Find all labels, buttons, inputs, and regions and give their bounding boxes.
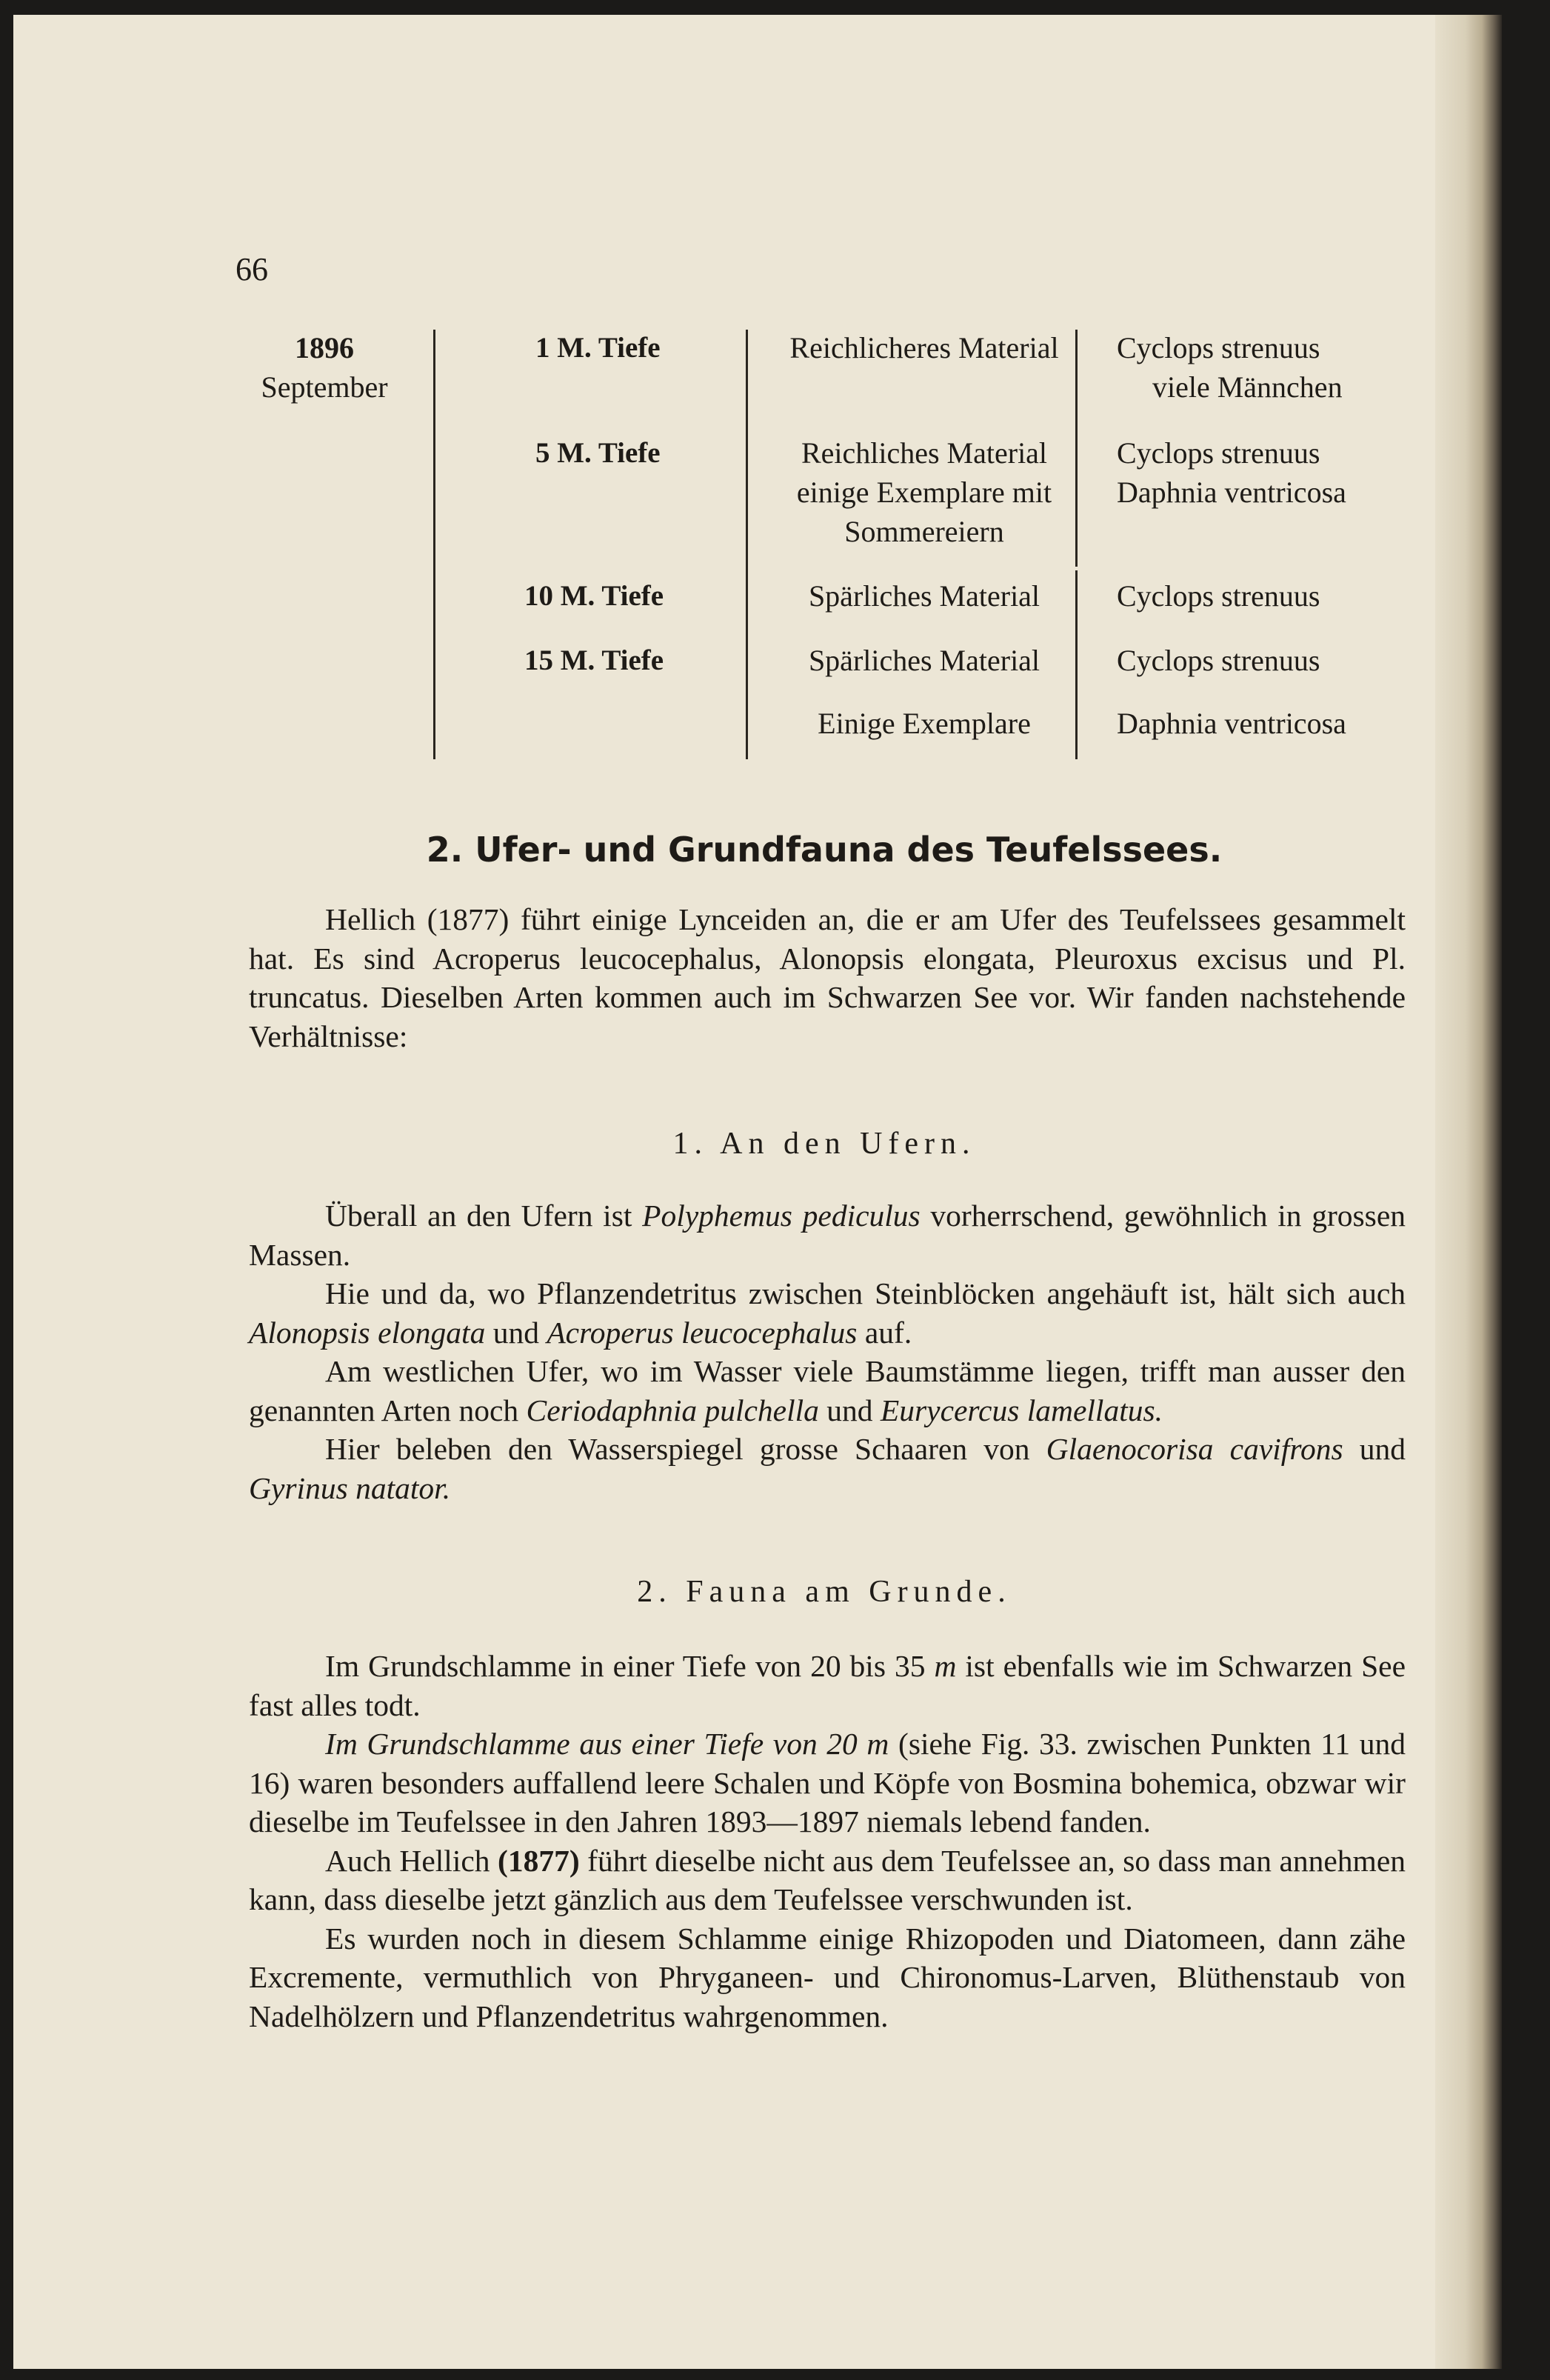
row-4-material-line-1: Spärliches Material — [808, 644, 1040, 677]
row-3-depth: 10 M. Tiefe — [524, 580, 664, 612]
s1p1-text-b: vorherrschend, gewöhnlich in grossen Massen. — [249, 1199, 1406, 1272]
row-5-species-line-1: Daphnia ventricosa — [1117, 707, 1346, 740]
s2p2-text: (siehe Fig. 33. zwischen Punkten 11 und 16) waren besonders auffallend leere Schalen und Köpfe von Bosmina bohemica, obzwar wir dieselbe im Teufelssee in den Jahren 1893—1897 niemals lebend fanden. — [249, 1727, 1406, 1839]
s1p1-species: Polyphemus pediculus — [642, 1199, 921, 1233]
s1p3-text-a: Am westlichen Ufer, wo im Wasser viele Baumstämme liegen, trifft man ausser den genannten Arten noch — [249, 1354, 1406, 1427]
subsection-2-paragraph-1 — [249, 1647, 1406, 1724]
subsection-1-text — [249, 1196, 1406, 1507]
row-1-species-line-1: Cyclops strenuus — [1117, 331, 1320, 364]
row-3-species-line-1: Cyclops strenuus — [1117, 579, 1320, 613]
page-binding-shadow — [1435, 15, 1502, 2369]
table-year-cell — [243, 328, 406, 407]
row-2-material-line-1: Reichliches Material — [801, 436, 1048, 470]
s2p3-text-b: führt dieselbe nicht aus dem Teufelssee an, so dass man annehmen kann, dass dieselbe jetzt gänzlich aus dem Teufelssee verschwunden ist. — [249, 1843, 1406, 1916]
subsection-2-paragraph-3 — [249, 1841, 1406, 1919]
row-4-depth: 15 M. Tiefe — [524, 644, 664, 676]
subsection-1-paragraph-4 — [249, 1430, 1406, 1507]
row-4-species — [1117, 641, 1320, 680]
row-4-material — [761, 641, 1087, 680]
row-2-species — [1117, 433, 1346, 512]
s1p3-species-2: Eurycercus lamellatus. — [880, 1393, 1163, 1427]
table-divider-2 — [746, 330, 748, 759]
row-1-depth: 1 M. Tiefe — [535, 332, 661, 364]
subsection-1-paragraph-2 — [249, 1274, 1406, 1352]
subsection-2-paragraph-2 — [249, 1724, 1406, 1841]
s1p3-text-b: und — [818, 1393, 881, 1427]
s1p2-text-a: Hie und da, wo Pflanzendetritus zwischen Steinblöcken angehäuft ist, hält sich auch — [325, 1276, 1406, 1310]
s1p4-species-2: Gyrinus natator. — [249, 1470, 451, 1505]
page-number: 66 — [235, 251, 268, 287]
row-2-material-line-3: Sommereiern — [844, 515, 1004, 548]
subsection-2-heading: 2. Fauna am Grunde. — [637, 1575, 1012, 1609]
s1p2-species-1: Alonopsis elongata — [249, 1315, 486, 1350]
subsection-1-paragraph-3 — [249, 1352, 1406, 1430]
subsection-1-heading: 1. An den Ufern. — [672, 1127, 976, 1161]
row-5-species — [1117, 704, 1346, 743]
row-1-species-line-2: viele Männchen — [1152, 370, 1343, 404]
row-4-species-line-1: Cyclops strenuus — [1117, 644, 1320, 677]
s1p2-species-2: Acroperus leucocephalus — [547, 1315, 858, 1350]
s2p3-year: (1877) — [498, 1843, 580, 1878]
s1p1-text-a: Überall an den Ufern ist — [325, 1199, 643, 1233]
section-title: 2. Ufer- und Grundfauna des Teufelssees. — [426, 830, 1223, 870]
s2p3-text-a: Auch Hellich — [325, 1843, 498, 1878]
s1p4-species-1: Glaenocorisa cavifrons — [1046, 1432, 1343, 1466]
row-3-material-line-1: Spärliches Material — [808, 579, 1040, 613]
intro-text — [249, 900, 1406, 1056]
row-2-species-line-1: Cyclops strenuus — [1117, 436, 1320, 470]
book-page — [13, 15, 1502, 2369]
row-2-species-line-2: Daphnia ventricosa — [1117, 476, 1346, 509]
row-3-material — [761, 576, 1087, 616]
row-1-material-line-1: Reichlicheres Material — [789, 331, 1059, 364]
s2p1-unit: m — [934, 1649, 957, 1683]
s1p2-text-b: und — [485, 1315, 547, 1350]
s1p2-text-c: auf. — [857, 1315, 912, 1350]
s1p4-text-a: Hier beleben den Wasserspiegel grosse Schaaren von — [325, 1432, 1046, 1466]
row-1-material — [761, 328, 1087, 367]
s1p4-text-b: und — [1343, 1432, 1406, 1466]
table-year: 1896 — [295, 331, 354, 364]
s2p1-text-a: Im Grundschlamme in einer Tiefe von 20 bis 35 — [325, 1649, 935, 1683]
row-5-material-line-1: Einige Exemplare — [818, 707, 1031, 740]
table-month: September — [261, 370, 388, 404]
s2p2-italic-lead: Im Grundschlamme aus einer Tiefe von 20 m — [325, 1727, 889, 1761]
row-2-depth: 5 M. Tiefe — [535, 437, 661, 469]
row-2-material — [761, 433, 1087, 551]
row-2-material-line-2: einige Exemplare mit — [796, 476, 1052, 509]
s2p1-text-b: ist ebenfalls wie im Schwarzen See fast alles todt. — [249, 1649, 1406, 1722]
subsection-2-text — [249, 1647, 1406, 2036]
subsection-1-paragraph-1 — [249, 1196, 1406, 1274]
subsection-2-paragraph-4: Es wurden noch in diesem Schlamme einige Rhizopoden und Diatomeen, dann zähe Excremente, vermuthlich von Phryganeen- und Chironomus-Larven, Blüthenstaub von Nadelhölzern und Pflanzendetritus wahrgenommen. — [249, 1921, 1406, 2033]
row-5-material — [761, 704, 1087, 743]
row-3-species — [1117, 576, 1320, 616]
intro-paragraph: Hellich (1877) führt einige Lynceiden an, die er am Ufer des Teufelssees gesammelt hat. Es sind Acroperus leucocephalus, Alonopsis elongata, Pleuroxus excisus und Pl. truncatus. Dieselben Arten kommen auch im Schwarzen See vor. Wir fanden nachstehende Verhältnisse: — [249, 902, 1406, 1053]
table-divider-1 — [433, 330, 435, 759]
s1p3-species-1: Ceriodaphnia pulchella — [526, 1393, 819, 1427]
row-1-species — [1117, 328, 1343, 407]
